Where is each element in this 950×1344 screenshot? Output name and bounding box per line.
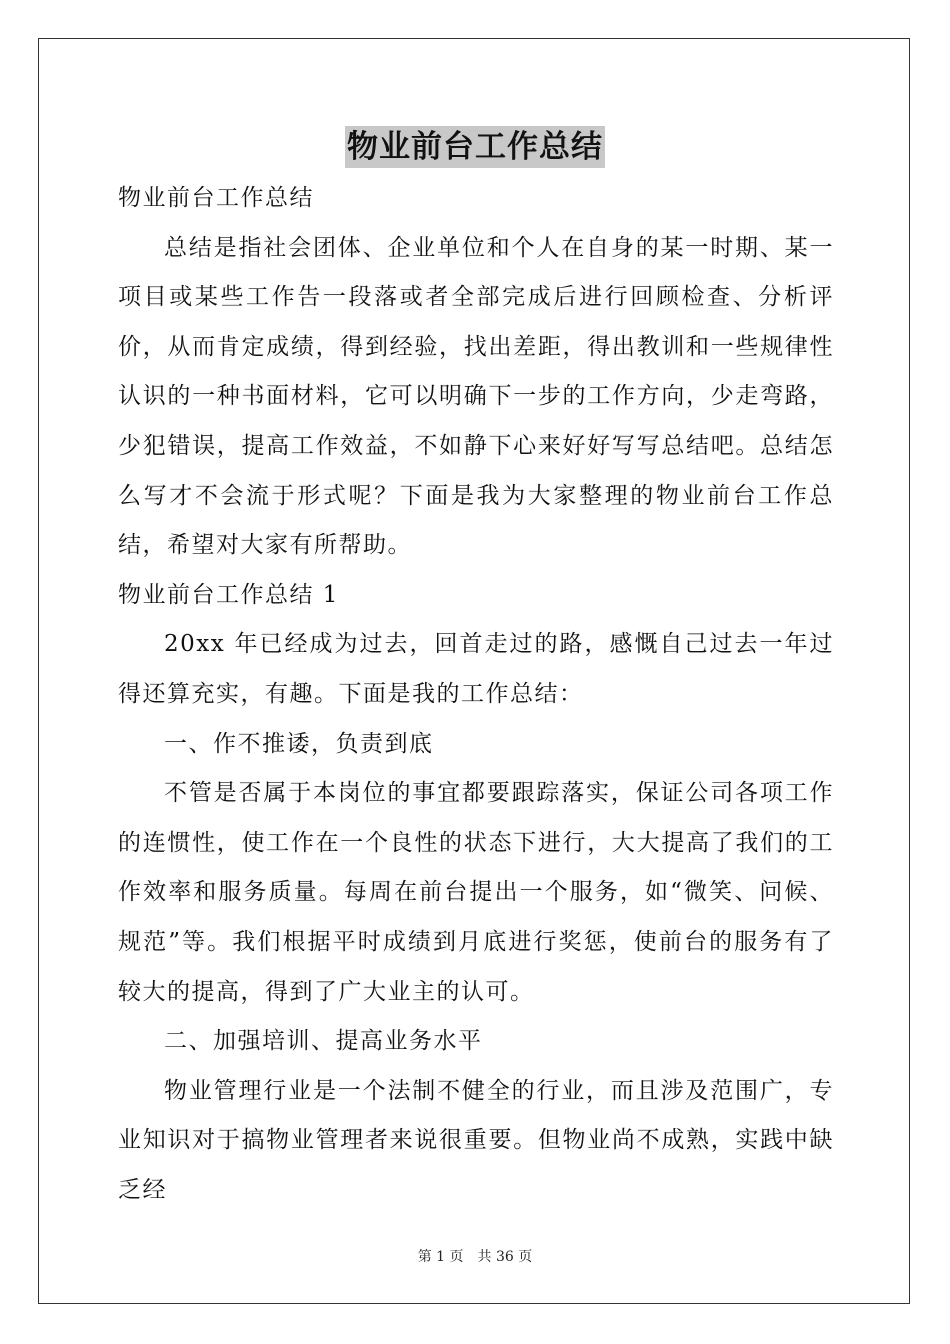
- title-container: [0, 126, 950, 168]
- paragraph: 20xx 年已经成为过去，回首走过的路，感慨自己过去一年过得还算充实，有趣。下面是我的工作总结：: [118, 631, 834, 707]
- paragraph: 物业前台工作总结: [118, 185, 314, 211]
- paragraph: 物业管理行业是一个法制不健全的行业，而且涉及范围广，专业知识对于搞物业管理者来说很重要。但物业尚不成熟，实践中缺乏经: [118, 1077, 834, 1203]
- page-footer: [0, 1246, 950, 1266]
- paragraph: 不管是否属于本岗位的事宜都要跟踪落实，保证公司各项工作的连惯性，使工作在一个良性的状态下进行，大大提高了我们的工作效率和服务质量。每周在前台提出一个服务，如“微笑、问候、规范”等。我们根据平时成绩到月底进行奖惩，使前台的服务有了较大的提高，得到了广大业主的认可。: [118, 780, 834, 1005]
- page-number: 第 1 页: [417, 1249, 464, 1265]
- page-total: 共 36 页: [477, 1249, 533, 1265]
- paragraph: 总结是指社会团体、企业单位和个人在自身的某一时期、某一项目或某些工作告一段落或者全部完成后进行回顾检查、分析评价，从而肯定成绩，得到经验，找出差距，得出教训和一些规律性认识的一种书面材料，它可以明确下一步的工作方向，少走弯路，少犯错误，提高工作效益，不如静下心来好好写写总结吧。总结怎么写才不会流于形式呢？下面是我为大家整理的物业前台工作总结，希望对大家有所帮助。: [118, 234, 834, 559]
- document-body: [118, 174, 834, 1215]
- paragraph: 物业前台工作总结 1: [118, 581, 339, 608]
- document-title: 物业前台工作总结: [345, 126, 605, 168]
- paragraph: 一、作不推诿，负责到底: [164, 730, 434, 757]
- paragraph: 二、加强培训、提高业务水平: [164, 1028, 483, 1055]
